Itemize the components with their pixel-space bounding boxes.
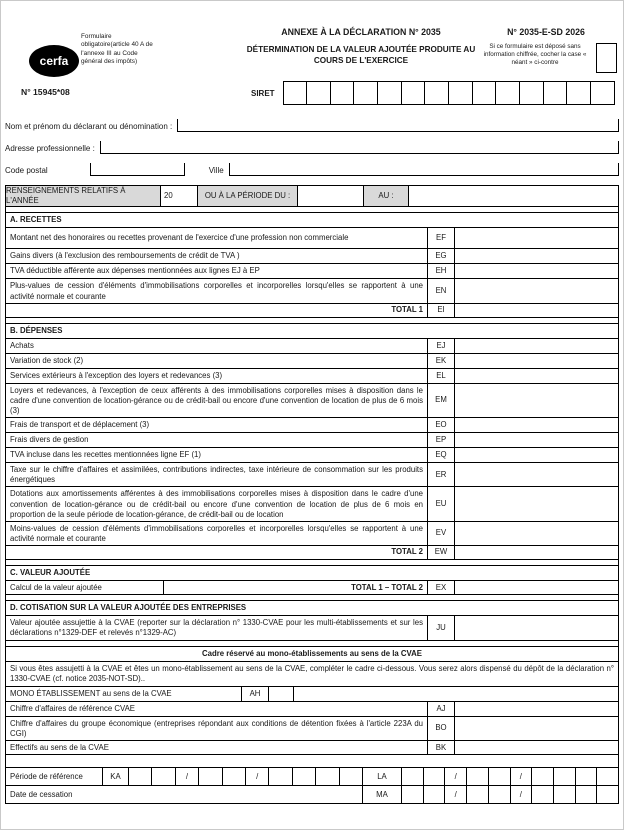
row-total2 — [6, 545, 618, 560]
date-slash: / — [445, 768, 467, 785]
address-row — [5, 141, 619, 154]
mono-label: MONO ÉTABLISSEMENT au sens de la CVAE — [6, 687, 242, 701]
row-eq — [6, 447, 618, 462]
form-header — [5, 21, 619, 113]
row-eh — [6, 263, 618, 278]
row-label: Valeur ajoutée assujettie à la CVAE (reporter sur la déclaration n° 1330-CVAE pour les multi-établissements et sur les déclarations n°1329-DEF et relevés n°1329-AC) — [6, 616, 428, 639]
date-slash: / — [511, 786, 533, 803]
date-box[interactable] — [554, 786, 576, 803]
row-label: Frais de transport et de déplacement (3) — [6, 418, 428, 432]
period-to-label: AU : — [364, 186, 409, 206]
date-start-input — [129, 768, 363, 785]
mono-checkbox[interactable] — [269, 687, 294, 701]
siret-box[interactable] — [449, 82, 473, 104]
siret-box[interactable] — [331, 82, 355, 104]
amount-input-ev[interactable] — [455, 522, 618, 545]
date-box[interactable] — [532, 786, 554, 803]
date-box[interactable] — [424, 768, 446, 785]
row-label: TVA déductible afférente aux dépenses mentionnées aux lignes EJ à EP — [6, 264, 428, 278]
total2-label: TOTAL 2 — [6, 546, 428, 559]
row-date-cessation — [6, 785, 618, 803]
periode-reference-label: Période de référence — [6, 768, 103, 785]
row-ej — [6, 338, 618, 353]
row-code: EN — [428, 279, 455, 302]
titles-block — [233, 27, 489, 66]
amount-input-eo[interactable] — [455, 418, 618, 432]
siret-box[interactable] — [567, 82, 591, 104]
cvae-frame-note: Si vous êtes assujetti à la CVAE et êtes un mono-établissement au sens de la CVAE, compléter le cadre ci-dessous. Vous serez alors dispensé du dépôt de la déclaration n° 1330-CVAE (cf. notice 2035-NOT-SD).. — [10, 663, 614, 683]
amount-input-ew[interactable] — [455, 546, 618, 559]
row-el — [6, 368, 618, 383]
row-code: EI — [428, 304, 455, 317]
date-box[interactable] — [223, 768, 246, 785]
amount-input-en[interactable] — [455, 279, 618, 302]
amount-input-em[interactable] — [455, 384, 618, 417]
section-b-header: B. DÉPENSES — [6, 323, 618, 338]
date-box[interactable] — [489, 768, 511, 785]
row-total1 — [6, 303, 618, 318]
row-label: Effectifs au sens de la CVAE — [6, 741, 428, 754]
row-label: Loyers et redevances, à l'exception de ceux afférents à des immobilisations corporelles mises à disposition dans le cadre d'une convention de location-gérance ou de crédit-bail ou encore d'une convention de location de plus de 6 mois (3) — [6, 384, 428, 417]
row-ex — [6, 580, 618, 595]
period-to-input[interactable] — [409, 186, 618, 206]
date-box[interactable] — [340, 768, 363, 785]
date-slash: / — [445, 786, 467, 803]
section-c-header: C. VALEUR AJOUTÉE — [6, 565, 618, 580]
row-label: Gains divers (à l'exclusion des remboursements de crédit de TVA ) — [6, 249, 428, 263]
amount-input-ex[interactable] — [455, 581, 618, 594]
date-box[interactable] — [152, 768, 175, 785]
siret-box[interactable] — [378, 82, 402, 104]
row-label: Services extérieurs à l'exception des loyers et redevances (3) — [6, 369, 428, 383]
city-label: Ville — [208, 166, 224, 175]
row-code: AJ — [428, 702, 455, 716]
row-label: Plus-values de cession d'éléments d'immobilisations corporelles et incorporelles lorsqu'elles se rapportent à une activité normale et courante — [6, 279, 428, 302]
total1-label: TOTAL 1 — [6, 304, 428, 317]
date-box[interactable] — [554, 768, 576, 785]
year-input[interactable]: 20 — [161, 186, 198, 206]
row-en — [6, 278, 618, 302]
neant-note: Si ce formulaire est déposé sans information chiffrée, cocher la case « néant » ci-contre — [483, 43, 587, 66]
row-ef — [6, 227, 618, 248]
siret-row — [251, 81, 615, 105]
siret-box[interactable] — [307, 82, 331, 104]
date-box[interactable] — [576, 786, 598, 803]
amount-input-eu[interactable] — [455, 487, 618, 520]
row-label: TVA incluse dans les recettes mentionnées ligne EF (1) — [6, 448, 428, 462]
neant-block — [479, 43, 619, 73]
calc-label: Calcul de la valeur ajoutée — [6, 581, 164, 594]
row-label: Montant net des honoraires ou recettes provenant de l'exercice d'une profession non commerciale — [6, 228, 428, 248]
postal-input[interactable] — [90, 163, 185, 176]
postal-city-row — [5, 163, 619, 176]
ref-block — [473, 27, 619, 37]
siret-label: SIRET — [251, 88, 275, 98]
row-ju — [6, 615, 618, 640]
siret-box[interactable] — [425, 82, 449, 104]
siret-box[interactable] — [284, 82, 308, 104]
siret-input — [283, 81, 615, 105]
amount-input-ef[interactable] — [455, 228, 618, 248]
row-ep — [6, 432, 618, 447]
date-box[interactable] — [269, 768, 292, 785]
cerfa-logo — [29, 45, 79, 77]
row-code: BO — [428, 717, 455, 740]
row-code: EU — [428, 487, 455, 520]
postal-label: Code postal — [5, 166, 48, 175]
date-box[interactable] — [129, 768, 152, 785]
row-code: EL — [428, 369, 455, 383]
name-label: Nom et prénom du déclarant ou dénomination : — [5, 122, 173, 131]
amount-input-eg[interactable] — [455, 249, 618, 263]
amount-input-er[interactable] — [455, 463, 618, 486]
row-periode-reference — [6, 767, 618, 785]
name-input[interactable] — [177, 119, 619, 132]
date-box[interactable] — [402, 786, 424, 803]
row-er — [6, 462, 618, 486]
row-code: EH — [428, 264, 455, 278]
row-eg — [6, 248, 618, 263]
cerfa-logo-text: cerfa — [39, 54, 69, 68]
amount-input-ek[interactable] — [455, 354, 618, 368]
or-period-label: OU À LA PÉRIODE DU : — [198, 186, 298, 206]
period-from-input[interactable] — [298, 186, 364, 206]
siret-box[interactable] — [591, 82, 614, 104]
siret-box[interactable] — [544, 82, 568, 104]
date-box[interactable] — [316, 768, 339, 785]
date-box[interactable] — [597, 786, 618, 803]
amount-input-el[interactable] — [455, 369, 618, 383]
date-box[interactable] — [293, 768, 316, 785]
cvae-frame-title: Cadre réservé au mono-établissements au sens de la CVAE — [6, 646, 618, 661]
address-input[interactable] — [100, 141, 619, 154]
date-box[interactable] — [597, 768, 618, 785]
mono-filler — [294, 687, 618, 701]
row-label: Frais divers de gestion — [6, 433, 428, 447]
row-label: Chiffre d'affaires de référence CVAE — [6, 702, 428, 716]
siret-box[interactable] — [473, 82, 497, 104]
date-box[interactable] — [467, 768, 489, 785]
date-box[interactable] — [424, 786, 446, 803]
siret-box[interactable] — [402, 82, 426, 104]
row-code: EJ — [428, 339, 455, 353]
name-row — [5, 119, 619, 132]
amount-input-aj[interactable] — [455, 702, 618, 716]
date-box[interactable] — [489, 786, 511, 803]
date-end-input — [402, 768, 618, 785]
date-box[interactable] — [532, 768, 554, 785]
row-ek — [6, 353, 618, 368]
row-code: MA — [363, 786, 402, 803]
siret-box[interactable] — [520, 82, 544, 104]
form-ref-number: N° 2035-E-SD 2026 — [507, 27, 585, 37]
row-code: AH — [242, 687, 269, 701]
row-label: Chiffre d'affaires du groupe économique (entreprises répondant aux conditions de détention fixées à l'article 223A du CGI) — [6, 717, 428, 740]
address-label: Adresse professionnelle : — [5, 144, 95, 153]
date-box[interactable] — [199, 768, 222, 785]
main-table — [5, 185, 619, 804]
row-label: Achats — [6, 339, 428, 353]
row-code: EM — [428, 384, 455, 417]
period-header-row — [6, 186, 618, 207]
amount-input-ei[interactable] — [455, 304, 618, 317]
date-cessation-label: Date de cessation — [6, 786, 363, 803]
amount-input-ej[interactable] — [455, 339, 618, 353]
row-bo — [6, 716, 618, 740]
row-label: Taxe sur le chiffre d'affaires et assimilées, contributions indirectes, taxe intérieure de consommation sur les produits énergétiques — [6, 463, 428, 486]
row-code: LA — [363, 768, 402, 785]
neant-checkbox[interactable] — [596, 43, 617, 73]
form-title: ANNEXE À LA DÉCLARATION N° 2035 — [281, 27, 441, 37]
row-label: Variation de stock (2) — [6, 354, 428, 368]
row-code: EP — [428, 433, 455, 447]
date-slash: / — [246, 768, 269, 785]
row-code: EG — [428, 249, 455, 263]
row-code: EW — [428, 546, 455, 559]
cerfa-number: N° 15945*08 — [21, 87, 70, 97]
row-code: EV — [428, 522, 455, 545]
siret-box[interactable] — [354, 82, 378, 104]
row-code: BK — [428, 741, 455, 754]
row-em — [6, 383, 618, 417]
row-aj — [6, 701, 618, 716]
amount-input-bk[interactable] — [455, 741, 618, 754]
amount-input-eq[interactable] — [455, 448, 618, 462]
row-code: EX — [428, 581, 455, 594]
section-d-header: D. COTISATION SUR LA VALEUR AJOUTÉE DES ENTREPRISES — [6, 600, 618, 615]
year-row-label: RENSEIGNEMENTS RELATIFS À L'ANNÉE — [6, 186, 161, 206]
row-eu — [6, 486, 618, 520]
form-page — [5, 1, 619, 804]
row-code: JU — [428, 616, 455, 639]
date-box[interactable] — [467, 786, 489, 803]
date-cessation-input — [402, 786, 618, 803]
row-code: KA — [103, 768, 129, 785]
row-label: Dotations aux amortissements afférentes à des immobilisations corporelles mises à disposition dans le cadre d'une convention de location-gérance ou de crédit-bail ou encore d'une convention de location de plus de 6 mois en proportion de la seule période de location-gérance, de crédit-bail ou de location — [6, 487, 428, 520]
form-subtitle: DÉTERMINATION DE LA VALEUR AJOUTÉE PRODUITE AU COURS DE L'EXERCICE — [246, 45, 476, 66]
siret-box[interactable] — [496, 82, 520, 104]
date-slash: / — [511, 768, 533, 785]
cvae-frame-note-row — [6, 661, 618, 686]
obligation-note: Formulaire obligatoire(article 40 A de l'annexe III au Code général des impôts) — [81, 33, 153, 65]
row-code: EK — [428, 354, 455, 368]
amount-input-ep[interactable] — [455, 433, 618, 447]
row-code: ER — [428, 463, 455, 486]
row-label: Moins-values de cession d'éléments d'immobilisations corporelles et incorporelles lorsqu'elles se rapportent à une activité normale et courante — [6, 522, 428, 545]
calc-formula: TOTAL 1 – TOTAL 2 — [164, 581, 428, 594]
amount-input-bo[interactable] — [455, 717, 618, 740]
row-code: EF — [428, 228, 455, 248]
row-code: EQ — [428, 448, 455, 462]
amount-input-eh[interactable] — [455, 264, 618, 278]
section-a-header: A. RECETTES — [6, 212, 618, 227]
date-box[interactable] — [576, 768, 598, 785]
city-input[interactable] — [229, 163, 619, 176]
date-box[interactable] — [402, 768, 424, 785]
row-ah — [6, 686, 618, 701]
identity-block — [5, 119, 619, 176]
row-eo — [6, 417, 618, 432]
row-bk — [6, 740, 618, 755]
row-code: EO — [428, 418, 455, 432]
spacer — [6, 755, 618, 767]
date-slash: / — [176, 768, 199, 785]
amount-input-ju[interactable] — [455, 616, 618, 639]
row-ev — [6, 521, 618, 545]
